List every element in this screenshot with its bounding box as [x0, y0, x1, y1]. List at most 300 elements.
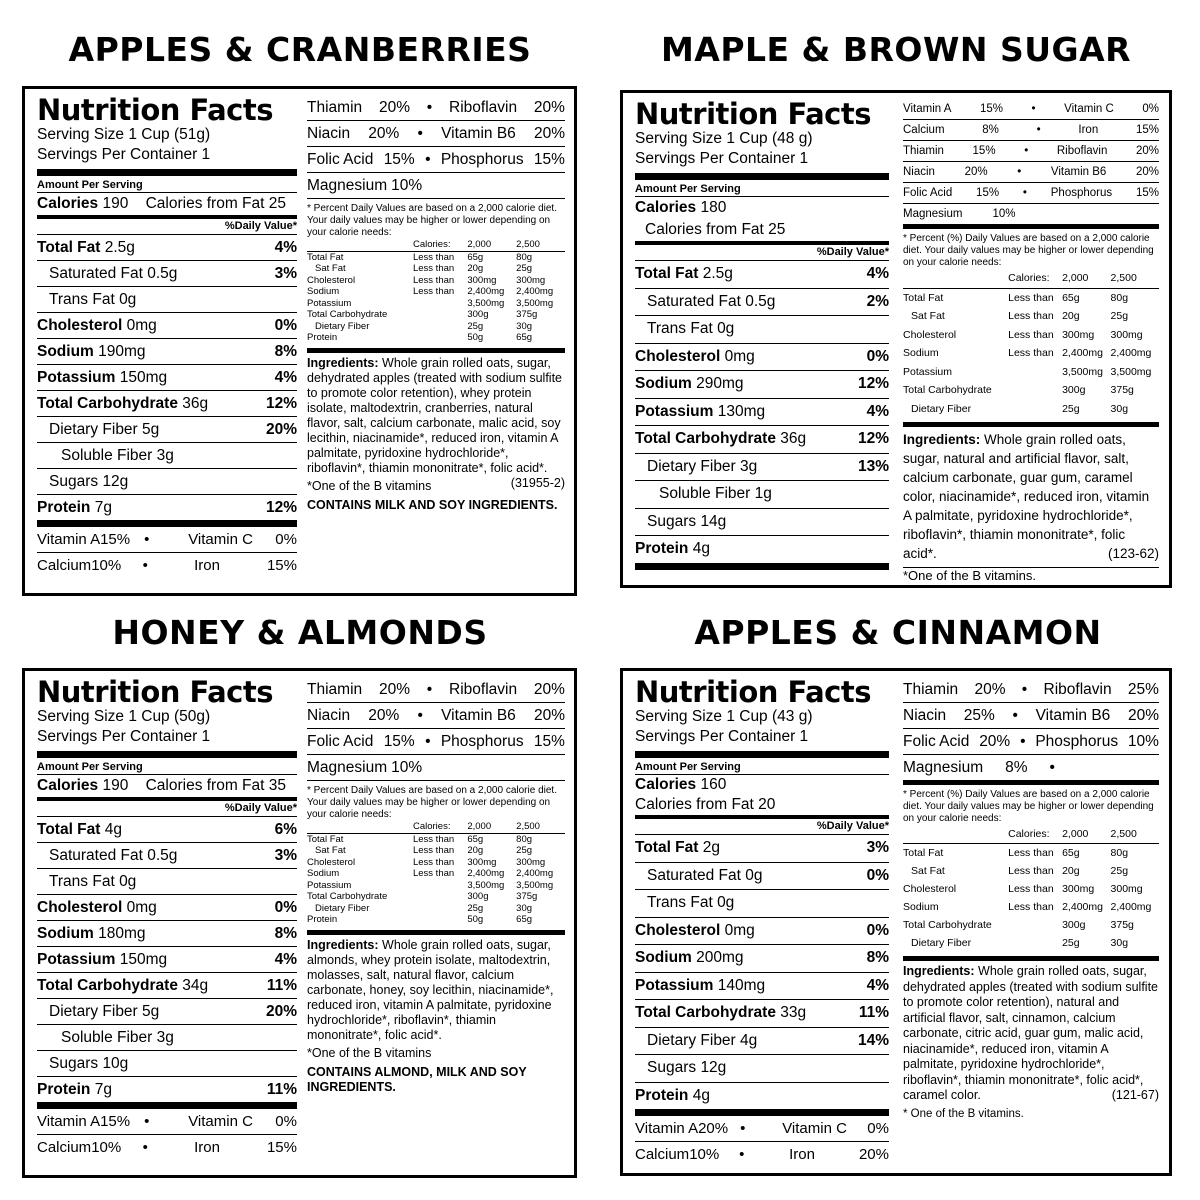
dv-table-row [903, 898, 1159, 916]
serving-size: Serving Size 1 Cup (51g) [37, 126, 211, 143]
nutrient-row [37, 443, 297, 469]
dv-table-cell: 30g [516, 902, 533, 914]
dv-table-cell: Calories: [1008, 825, 1062, 844]
dv-table-cell: 2,000 [467, 821, 516, 833]
dv-table-cell: Sodium [903, 347, 939, 359]
dv-table-cell: 300mg [516, 274, 546, 286]
dv-table-cell [903, 825, 1008, 844]
dv-table-cell: 3,500mg [1110, 365, 1152, 378]
vitamin-percent: 0% [275, 531, 297, 548]
calories-row [37, 193, 297, 219]
dv-table-cell: Cholesterol [307, 274, 356, 286]
calories-from-fat: Calories from Fat 25 [635, 219, 889, 245]
dv-table-cell: 3,500mg [467, 879, 505, 891]
daily-value-header: %Daily Value* [37, 219, 297, 235]
nutrient-row: Sodium 200mg 8% [635, 945, 889, 973]
vitamin-percent: 15% [266, 557, 297, 574]
nutrient-row: Saturated Fat 0.5g 3% [37, 843, 297, 869]
calories-label: Calories [37, 777, 99, 794]
nutrient-row: Saturated Fat 0.5g 2% [635, 289, 889, 317]
allergen-statement: CONTAINS ALMOND, MILK AND SOY INGREDIENTS. [307, 1064, 527, 1094]
dv-table-cell [413, 891, 467, 903]
dv-table-header [307, 821, 565, 833]
amount-per-serving: Amount Per Serving [635, 182, 889, 197]
nutrient-row: Potassium 130mg 4% [635, 399, 889, 427]
dv-table-cell [1008, 400, 1062, 419]
dv-table-cell: 25g [1110, 865, 1129, 877]
vitamin-percent: 10% [91, 557, 122, 574]
dv-table-row [307, 857, 565, 869]
b-vitamins-note: * One of the B vitamins. [903, 1107, 1024, 1120]
dv-table-cell: Dietary Fiber [911, 402, 972, 415]
vitamin-row [37, 527, 297, 553]
calories-value: 190 [102, 777, 129, 794]
nutrient-row: Trans Fat 0g [37, 869, 297, 895]
nutrient-amount: 36g [182, 395, 209, 412]
nutrient-row [37, 261, 297, 287]
dv-table-cell [413, 914, 467, 926]
nutrient-amount: 2.5g [104, 239, 135, 256]
nutrient-label: Total Carbohydrate [37, 395, 178, 412]
flavor-title: MAPLE & BROWN SUGAR [660, 30, 1132, 69]
serving-size: Serving Size 1 Cup (43 g) [635, 708, 813, 725]
nutrient-percent: 4% [274, 369, 297, 386]
nutrient-row: Soluble Fiber 3g [37, 1025, 297, 1051]
dv-table-cell: Less than [412, 251, 455, 263]
dv-table-row [903, 307, 1159, 326]
vitamin-label: Vitamin C [188, 531, 253, 548]
dv-table-row [307, 275, 565, 287]
nutrient-percent: 3% [274, 265, 297, 282]
dv-table-cell: 2,500 [516, 239, 565, 251]
dv-table-cell: 300mg [516, 856, 546, 868]
nutrient-percent: 0% [274, 317, 297, 334]
serving-size: Serving Size 1 Cup (50g) [37, 708, 211, 725]
nutrient-row: Sugars 12g [635, 1055, 889, 1083]
vitamin-row: Folic Acid 15% • Phosphorus 15% [903, 183, 1159, 204]
vitamin-row: Magnesium 10% [903, 204, 1159, 229]
dv-table-cell: 300mg [467, 274, 497, 286]
dv-table-cell [1008, 381, 1062, 400]
dv-table-cell: Calories: [413, 821, 467, 833]
dv-table-cell: 20g [1062, 865, 1080, 877]
dv-table-cell: 300mg [1110, 328, 1143, 341]
dv-table-cell: Protein [307, 914, 338, 925]
nutrient-amount: 0.5g [147, 265, 178, 282]
nutrient-percent: 20% [265, 421, 297, 438]
serving-size: Serving Size 1 Cup (48 g) [635, 130, 813, 147]
vitamin-label: Iron [194, 557, 220, 574]
dv-table-cell: Less than [412, 845, 455, 856]
flavor-title: APPLES & CINNAMON [694, 613, 1102, 652]
dv-table-cell: Less than [412, 856, 455, 868]
nutrient-row: Cholesterol 0mg 0% [635, 918, 889, 946]
dv-table-cell: 65g [467, 251, 484, 263]
dv-table-cell: Total Fat [903, 291, 944, 304]
daily-value-footnote: * Percent (%) Daily Values are based on a 2,000 calorie diet. Your daily values may be higher or lower depending on your calorie needs: [903, 233, 1154, 268]
nutrient-row: Cholesterol 0mg 0% [37, 895, 297, 921]
nutrient-label: Trans Fat [49, 291, 115, 308]
nutrient-row: Potassium 150mg 4% [37, 947, 297, 973]
dv-table-header [903, 269, 1159, 288]
dv-table-cell: Less than [1008, 328, 1054, 341]
nutrient-amount: 3g [156, 447, 174, 464]
dv-table-cell: 65g [516, 332, 533, 343]
nutrient-row: Cholesterol 0mg 0% [635, 344, 889, 372]
dv-table-row [903, 844, 1159, 863]
nutrient-row [37, 417, 297, 443]
dv-table-cell: 3,500mg [516, 297, 554, 309]
dv-table-cell: Calories: [413, 239, 467, 251]
servings-per-container: Servings Per Container 1 [635, 150, 809, 167]
flavor-title: HONEY & ALMONDS [112, 613, 488, 652]
dv-table-cell: Less than [412, 286, 455, 297]
dv-table-cell [1008, 363, 1062, 382]
dv-table-row [903, 363, 1159, 382]
dv-table-cell: 375g [1110, 919, 1134, 931]
dv-table-cell: 2,000 [467, 239, 516, 251]
dv-table-cell: 3,500mg [516, 879, 554, 891]
dv-table-cell: 65g [1062, 847, 1080, 859]
nutrient-amount: 150mg [119, 369, 168, 386]
dv-table-cell: 300mg [1062, 883, 1095, 895]
nutrient-label: Saturated Fat [49, 265, 143, 282]
flavor-title: APPLES & CRANBERRIES [68, 30, 532, 69]
dv-table-cell: 300mg [1110, 883, 1143, 895]
nutrient-row: Total Carbohydrate 33g 11% [635, 1000, 889, 1028]
nutrient-row: Dietary Fiber 5g 20% [37, 999, 297, 1025]
ingredients: Ingredients: Whole grain rolled oats, sugar, almonds, whey protein isolate, maltodextrin, molasses, salt, natural flavor, calcium carbonate, honey, soy lecithin, niacinamide*, reduced iron, vitamin A palmitate, pyridoxine hydrochloride*, riboflavin*, thiamin mononitrate*, folic acid*. [307, 930, 565, 1043]
dv-table-cell: Potassium [903, 365, 953, 378]
nutrition-panel [620, 668, 1172, 1176]
dv-table-cell: 3,500mg [1062, 365, 1103, 378]
allergen-statement: CONTAINS MILK AND SOY INGREDIENTS. [307, 497, 558, 512]
ingredients: Ingredients: Whole grain rolled oats, sugar, dehydrated apples (treated with sodium sulfite to promote color retention), natural and artificial flavor, salt, cinnamon, calcium carbonate, citric acid, guar gum, malic acid, niacinamide*, reduced iron, vitamin A palmitate, pyridoxine hydrochloride*, riboflavin*, thiamin mononitrate*, folic acid*, caramel color. (121-67) [903, 956, 1159, 1104]
amount-per-serving: Amount Per Serving [37, 178, 297, 193]
nutrient-amount: 5g [142, 421, 160, 438]
b-vitamins-note: *One of the B vitamins [307, 1045, 432, 1060]
vitamin-row: Niacin 20% • Vitamin B6 20% [307, 121, 565, 147]
vitamin-row: Vitamin A 15% • Vitamin C 0% [37, 1109, 297, 1135]
servings-per-container: Servings Per Container 1 [37, 146, 211, 163]
nutrient-row: Sugars 10g [37, 1051, 297, 1077]
dv-table-cell: 2,400mg [1110, 347, 1152, 359]
daily-value-table [903, 269, 1159, 418]
dv-table-cell: 25g [1062, 402, 1080, 415]
nutrient-row [37, 313, 297, 339]
dv-table-row [903, 344, 1159, 363]
calories-from-fat: Calories from Fat 35 [145, 777, 287, 794]
divider [635, 751, 889, 758]
nutrient-amount: 190mg [98, 343, 146, 360]
nutrient-row: Soluble Fiber 1g [635, 481, 889, 509]
vitamin-row: Niacin 20% • Vitamin B6 20% [903, 162, 1159, 183]
vitamin-percent: 15% [100, 531, 131, 548]
amount-per-serving: Amount Per Serving [37, 760, 297, 775]
dv-table-cell: 2,500 [1111, 269, 1159, 288]
dv-table-cell [413, 903, 467, 915]
calories-label: Calories [635, 199, 697, 216]
dv-table-cell: Dietary Fiber [315, 902, 370, 914]
daily-value-footnote: * Percent Daily Values are based on a 2,000 calorie diet. Your daily values may be higher or lower depending on your calorie needs: [307, 785, 557, 820]
dv-table-cell [413, 298, 467, 310]
vitamin-label: Calcium [37, 557, 92, 574]
nutrient-row [37, 339, 297, 365]
nutrient-label: Cholesterol [37, 317, 123, 334]
dv-table-cell: Dietary Fiber [911, 937, 972, 949]
dv-table-row [307, 845, 565, 857]
calories-value: 190 [102, 195, 129, 212]
dv-table-cell: Less than [412, 274, 455, 286]
dv-table-cell: Sat Fat [911, 310, 945, 322]
nutrient-row: Total Carbohydrate 34g 11% [37, 973, 297, 999]
vitamin-row: Niacin 25% • Vitamin B6 20% [903, 703, 1159, 729]
vitamin-row: Calcium 10% • Iron 20% [635, 1146, 889, 1163]
nutrition-facts-heading: Nutrition Facts [37, 93, 273, 127]
dv-table-cell: Cholesterol [903, 328, 957, 341]
dv-table-cell: 30g [516, 320, 533, 332]
vitamin-label: Vitamin A [37, 531, 101, 548]
nutrient-row: Trans Fat 0g [635, 316, 889, 344]
vitamin-row: Vitamin A 20% • Vitamin C 0% [635, 1116, 889, 1142]
dv-table-cell [413, 332, 467, 344]
nutrient-row: Sugars 14g [635, 509, 889, 537]
dv-table-cell [903, 269, 1008, 288]
calories-row [37, 775, 297, 801]
nutrient-row: Potassium 140mg 4% [635, 973, 889, 1001]
dv-table-row [903, 288, 1159, 307]
dv-table-cell: 25g [467, 902, 484, 914]
dv-table-row [307, 833, 565, 845]
nutrient-amount: 12g [102, 473, 129, 490]
dv-table-cell [413, 321, 467, 333]
dv-table-cell: 80g [1110, 847, 1129, 859]
vitamin-row: Folic Acid 15% • Phosphorus 15% [307, 147, 565, 173]
vitamin-row: Calcium 10% • Iron 15% [37, 1139, 297, 1156]
dv-table-row [307, 880, 565, 892]
nutrient-row [37, 287, 297, 313]
nutrient-row: Trans Fat 0g [635, 890, 889, 918]
product-code: (31955-2) [510, 475, 565, 490]
dv-table-row [903, 916, 1159, 934]
dv-table-row [307, 903, 565, 915]
dv-table-cell: 30g [1110, 937, 1129, 949]
dv-table-cell: 25g [467, 320, 484, 332]
dv-table-cell: Calories: [1008, 269, 1062, 288]
dv-table-row [307, 914, 565, 926]
dv-table-cell: 25g [1062, 937, 1080, 949]
dv-table-cell: 375g [1110, 384, 1134, 396]
dv-table-cell [413, 880, 467, 892]
dv-table-cell: 2,500 [1111, 825, 1159, 844]
dv-table-cell: Total Carbohydrate [903, 919, 992, 931]
nutrient-label: Sodium [37, 343, 94, 360]
nutrition-panel [620, 90, 1172, 588]
dv-table-cell: 300g [1062, 919, 1086, 931]
amount-per-serving: Amount Per Serving [635, 760, 889, 775]
dv-table-cell: Less than [1008, 883, 1054, 895]
dv-table-cell: 80g [516, 833, 533, 845]
nutrient-percent: 12% [265, 499, 297, 516]
dv-table-cell: Cholesterol [307, 856, 356, 868]
vitamin-row: Calcium 8% • Iron 15% [903, 120, 1159, 141]
dv-table-cell: Less than [1008, 291, 1054, 304]
dv-table-cell: Dietary Fiber [315, 320, 370, 332]
dv-table-cell: 65g [467, 833, 484, 845]
vitamin-row: Vitamin A 15% • Vitamin C 0% [903, 99, 1159, 120]
nutrient-row [37, 469, 297, 495]
nutrient-label: Dietary Fiber [49, 421, 138, 438]
dv-table-cell: Less than [412, 868, 455, 879]
product-code: (121-67) [1111, 1088, 1159, 1102]
vitamin-row: Thiamin 20% • Riboflavin 20% [307, 95, 565, 121]
dv-table-cell: Sat Fat [315, 845, 346, 856]
calories-value: 180 [700, 199, 727, 216]
dv-table-cell: Sodium [903, 901, 939, 913]
nutrient-label: Protein [37, 499, 91, 516]
nutrient-row: Protein 4g [635, 536, 889, 570]
calories-from-fat: Calories from Fat 25 [145, 195, 287, 212]
dv-table-row [903, 326, 1159, 345]
nutrient-row [37, 391, 297, 417]
nutrition-facts-heading: Nutrition Facts [635, 675, 871, 709]
nutrient-amount: 0mg [126, 317, 157, 334]
daily-value-footnote: * Percent (%) Daily Values are based on a 2,000 calorie diet. Your daily values may be higher or lower depending on your calorie needs: [903, 789, 1154, 824]
nutrient-row: Total Fat 2g 3% [635, 835, 889, 863]
divider [635, 173, 889, 180]
dv-table-row [307, 298, 565, 310]
daily-value-header: %Daily Value* [635, 819, 889, 835]
vitamin-row: Folic Acid 20% • Phosphorus 10% [903, 729, 1159, 755]
dv-table-cell: 65g [1062, 291, 1080, 304]
dv-table-cell: Less than [412, 833, 455, 845]
dv-table-cell [307, 821, 413, 833]
dv-table-cell: 300mg [467, 856, 497, 868]
divider [37, 169, 297, 176]
ingredients: Ingredients: Whole grain rolled oats, sugar, dehydrated apples (treated with sodium sulfite to promote color retention), whey protein isolate, maltodextrin, cranberries, natural flavor, salt, calcium carbonate, malic acid, soy lecithin, niacinamide*, reduced iron, vitamin A palmitate, pyridoxine hydrochloride*, riboflavin*, thiamin mononitrate*, folic acid*. (31955-2) [307, 348, 565, 476]
nutrient-row: Protein 4g [635, 1083, 889, 1117]
dv-table-cell: Sat Fat [315, 263, 346, 274]
dv-table-cell: 80g [516, 251, 533, 263]
dv-table-cell: 375g [516, 309, 538, 320]
nutrient-label: Total Fat [37, 239, 101, 256]
dv-table-cell: 65g [516, 914, 533, 925]
calories-value: 160 [700, 776, 727, 793]
daily-value-table [307, 821, 565, 926]
vitamin-row: Magnesium 8% • [903, 755, 1159, 785]
dv-table-row [903, 400, 1159, 419]
nutrient-row: Saturated Fat 0g 0% [635, 863, 889, 891]
dv-table-cell: 2,400mg [467, 868, 505, 879]
calories-row [635, 775, 889, 795]
vitamin-row [37, 553, 297, 578]
dv-table-cell: Cholesterol [903, 883, 957, 895]
servings-per-container: Servings Per Container 1 [37, 728, 211, 745]
vitamin-row: Thiamin 20% • Riboflavin 25% [903, 677, 1159, 703]
dv-table-row [903, 381, 1159, 400]
nutrition-facts-heading: Nutrition Facts [635, 97, 871, 131]
dv-table-cell: 50g [467, 332, 484, 343]
daily-value-header: %Daily Value* [37, 801, 297, 817]
dv-table-cell: Total Fat [307, 251, 344, 263]
dv-table-cell: 300g [467, 309, 489, 320]
product-code: (123-62) [1107, 546, 1159, 561]
calories-label: Calories [37, 195, 99, 212]
dv-table-row [307, 309, 565, 321]
dv-table-cell: 20g [1062, 310, 1080, 322]
dv-table-cell: 30g [1110, 402, 1129, 415]
nutrient-row [37, 235, 297, 261]
vitamin-row: Thiamin 15% • Riboflavin 20% [903, 141, 1159, 162]
dv-table-row [903, 934, 1159, 952]
nutrient-row: Protein 7g 11% [37, 1077, 297, 1109]
dv-table-cell: Protein [307, 332, 338, 343]
nutrient-percent: 4% [274, 239, 297, 256]
calories-label: Calories [635, 776, 697, 793]
dv-table-cell: Sodium [307, 286, 340, 297]
dv-table-cell: Potassium [307, 879, 352, 891]
dv-table-row [307, 332, 565, 344]
dv-table-cell: Less than [412, 263, 455, 274]
dv-table-cell: Total Fat [903, 847, 944, 859]
dv-table-cell [1008, 916, 1062, 934]
dv-table-cell: Less than [1008, 901, 1054, 913]
dv-table-cell: Sodium [307, 868, 340, 879]
dv-table-cell [413, 309, 467, 321]
nutrient-row: Total Carbohydrate 36g 12% [635, 426, 889, 454]
bullet: • [142, 557, 148, 574]
dv-table-cell: 20g [467, 263, 484, 274]
dv-table-cell: 2,400mg [1062, 901, 1103, 913]
dv-table-cell: 375g [516, 891, 538, 902]
dv-table-row [307, 286, 565, 298]
dv-table-cell: 2,400mg [516, 868, 554, 879]
vitamin-row: Niacin 20% • Vitamin B6 20% [307, 703, 565, 729]
nutrition-facts-heading: Nutrition Facts [37, 675, 273, 709]
nutrient-percent: 8% [274, 343, 297, 360]
dv-table-cell: 2,000 [1062, 269, 1110, 288]
daily-value-table [307, 239, 565, 344]
nutrient-amount: 7g [94, 499, 112, 516]
dv-table-cell: Less than [1008, 847, 1054, 859]
dv-table-row [903, 880, 1159, 898]
dv-table-cell: Total Carbohydrate [307, 309, 388, 320]
dv-table-cell: 25g [516, 263, 533, 274]
vitamin-row: Folic Acid 15% • Phosphorus 15% [307, 729, 565, 755]
nutrient-row: Total Fat 2.5g 4% [635, 261, 889, 289]
nutrient-percent: 12% [265, 395, 297, 412]
dv-table-cell: Total Carbohydrate [903, 384, 992, 396]
nutrient-row [37, 495, 297, 527]
dv-table-row [307, 321, 565, 333]
b-vitamins-note: *One of the B vitamins [307, 478, 432, 493]
dv-table-cell: Less than [1008, 310, 1054, 322]
dv-table-cell: 3,500mg [467, 297, 505, 309]
nutrient-label: Potassium [37, 369, 116, 386]
nutrient-row: Total Fat 4g 6% [37, 817, 297, 843]
dv-table-cell: 25g [1110, 310, 1129, 322]
nutrition-panel [22, 668, 577, 1178]
dv-table-cell: 50g [467, 914, 484, 925]
dv-table-row [307, 891, 565, 903]
dv-table-cell: 2,000 [1062, 825, 1110, 844]
dv-table-cell: 25g [516, 845, 533, 856]
dv-table-cell: 300g [467, 891, 489, 902]
nutrient-row: Sodium 290mg 12% [635, 371, 889, 399]
nutrition-panel [22, 86, 577, 596]
dv-table-cell: Potassium [307, 297, 352, 309]
servings-per-container: Servings Per Container 1 [635, 728, 809, 745]
